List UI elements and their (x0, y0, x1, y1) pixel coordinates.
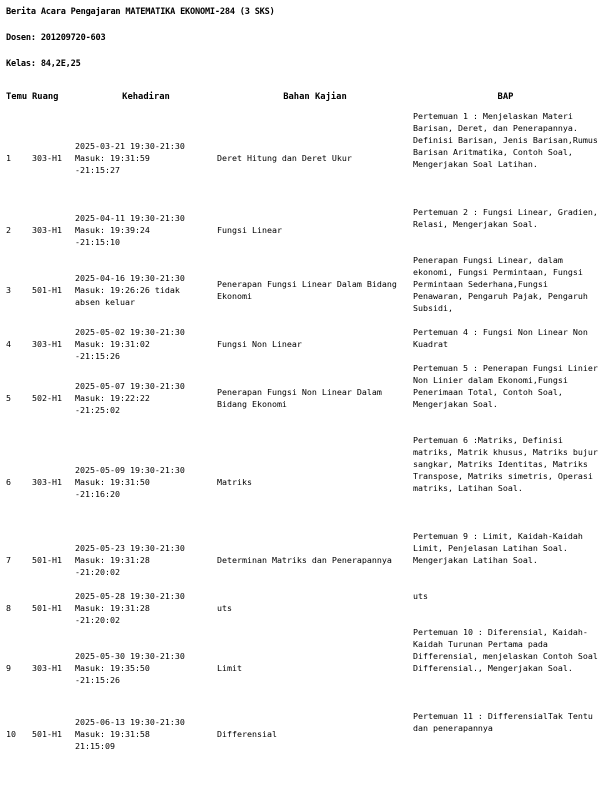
cell-temu: 2 (6, 225, 11, 235)
cell-ruang: 501-H1 (32, 555, 62, 565)
table-row (6, 110, 598, 206)
attendance-table (6, 92, 598, 758)
table-row (6, 206, 598, 254)
kehadiran-line: Masuk: 19:31:59 (75, 153, 150, 163)
cell-bahan-kajian: Fungsi Linear (217, 225, 282, 235)
kehadiran-line: -21:16:20 (75, 489, 120, 499)
kehadiran-line: 2025-05-30 19:30-21:30 (75, 651, 185, 661)
cell-temu: 4 (6, 339, 11, 349)
cell-temu: 8 (6, 603, 11, 613)
kehadiran-line: 2025-05-02 19:30-21:30 (75, 327, 185, 337)
cell-bap: Pertemuan 2 : Fungsi Linear, Gradien, Relasi, Mengerjakan Soal. (413, 207, 598, 229)
kehadiran-line: 21:15:09 (75, 741, 115, 751)
cell-ruang: 501-H1 (32, 729, 62, 739)
cell-bahan-kajian: Limit (217, 663, 242, 673)
kehadiran-line: 2025-04-16 19:30-21:30 (75, 273, 185, 283)
cell-bap: Pertemuan 1 : Menjelaskan Materi Barisan, Deret, dan Penerapannya. Definisi Barisan, Jenis Barisan,Rumus Barisan Aritmatika, Contoh Soal, Mengerjakan Soal Latihan. (413, 111, 598, 169)
kehadiran-line: 2025-03-21 19:30-21:30 (75, 141, 185, 151)
cell-kehadiran (75, 626, 217, 710)
kehadiran-line: 2025-05-23 19:30-21:30 (75, 543, 185, 553)
kehadiran-line: Masuk: 19:31:02 (75, 339, 150, 349)
cell-kehadiran (75, 110, 217, 206)
table-row (6, 530, 598, 590)
cell-temu: 7 (6, 555, 11, 565)
kehadiran-line: -21:15:26 (75, 351, 120, 361)
cell-kehadiran (75, 710, 217, 758)
cell-kehadiran (75, 362, 217, 434)
cell-ruang: 303-H1 (32, 477, 62, 487)
cell-temu: 1 (6, 153, 11, 163)
table-header-row (6, 92, 598, 110)
cell-ruang: 303-H1 (32, 663, 62, 673)
table-row (6, 254, 598, 326)
cell-bap: Pertemuan 10 : Diferensial, Kaidah-Kaidah Turunan Pertama pada Differensial, menjelaskan Contoh Soal Differensial., Mengerjakan Soal. (413, 627, 598, 673)
cell-bahan-kajian: Penerapan Fungsi Linear Dalam Bidang Ekonomi (217, 279, 397, 301)
col-header-bahan-kajian: Bahan Kajian (283, 92, 347, 102)
kehadiran-line: -21:25:02 (75, 405, 120, 415)
kehadiran-line: Masuk: 19:26:26 tidak (75, 285, 180, 295)
cell-ruang: 303-H1 (32, 153, 62, 163)
kehadiran-line: Masuk: 19:31:28 (75, 555, 150, 565)
cell-bahan-kajian: Deret Hitung dan Deret Ukur (217, 153, 352, 163)
table-row (6, 362, 598, 434)
cell-temu: 9 (6, 663, 11, 673)
kehadiran-line: -21:20:02 (75, 567, 120, 577)
cell-kehadiran (75, 590, 217, 626)
document-title: Berita Acara Pengajaran MATEMATIKA EKONOMI-284 (3 SKS) (6, 7, 275, 17)
cell-ruang: 303-H1 (32, 225, 62, 235)
document-header (6, 6, 604, 70)
cell-kehadiran (75, 326, 217, 362)
kehadiran-line: 2025-05-07 19:30-21:30 (75, 381, 185, 391)
cell-temu: 6 (6, 477, 11, 487)
kehadiran-line: 2025-06-13 19:30-21:30 (75, 717, 185, 727)
cell-kehadiran (75, 254, 217, 326)
table-row (6, 434, 598, 530)
kehadiran-line: absen keluar (75, 297, 135, 307)
cell-ruang: 502-H1 (32, 393, 62, 403)
kehadiran-line: Masuk: 19:22:22 (75, 393, 150, 403)
kelas-line: Kelas: 84,2E,25 (6, 59, 81, 69)
kehadiran-line: -21:20:02 (75, 615, 120, 625)
cell-ruang: 501-H1 (32, 603, 62, 613)
cell-temu: 10 (6, 729, 16, 739)
cell-bap: Pertemuan 5 : Penerapan Fungsi Linier Non Linier dalam Ekonomi,Fungsi Penerimaan Total, Contoh Soal, Mengerjakan Soal. (413, 363, 598, 409)
col-header-kehadiran: Kehadiran (122, 92, 170, 102)
kehadiran-line: 2025-05-09 19:30-21:30 (75, 465, 185, 475)
col-header-bap: BAP (497, 92, 514, 102)
table-body (6, 110, 598, 758)
cell-bahan-kajian: uts (217, 603, 232, 613)
kehadiran-line: -21:15:27 (75, 165, 120, 175)
kehadiran-line: -21:15:26 (75, 675, 120, 685)
cell-bap: Pertemuan 4 : Fungsi Non Linear Non Kuadrat (413, 327, 588, 349)
cell-bahan-kajian: Determinan Matriks dan Penerapannya (217, 555, 392, 565)
table-row (6, 326, 598, 362)
table-row (6, 590, 598, 626)
cell-ruang: 303-H1 (32, 339, 62, 349)
kehadiran-line: Masuk: 19:31:28 (75, 603, 150, 613)
cell-bahan-kajian: Fungsi Non Linear (217, 339, 302, 349)
dosen-line: Dosen: 201209720-603 (6, 33, 106, 43)
cell-bap: uts (413, 591, 428, 601)
kehadiran-line: Masuk: 19:39:24 (75, 225, 150, 235)
cell-bahan-kajian: Matriks (217, 477, 252, 487)
cell-temu: 5 (6, 393, 11, 403)
kehadiran-line: -21:15:10 (75, 237, 120, 247)
cell-bahan-kajian: Penerapan Fungsi Non Linear Dalam Bidang Ekonomi (217, 387, 382, 409)
cell-bap: Pertemuan 6 :Matriks, Definisi matriks, Matrik khusus, Matriks bujur sangkar, Matriks Identitas, Matriks Transpose, Matriks simetris, Operasi matriks, Latihan Soal. (413, 435, 598, 493)
kehadiran-line: Masuk: 19:31:58 (75, 729, 150, 739)
cell-bap: Pertemuan 11 : DifferensialTak Tentu dan penerapannya (413, 711, 593, 733)
cell-bap: Pertemuan 9 : Limit, Kaidah-Kaidah Limit, Penjelasan Latihan Soal. Mengerjakan Latihan Soal. (413, 531, 583, 565)
table-row (6, 710, 598, 758)
kehadiran-line: Masuk: 19:31:50 (75, 477, 150, 487)
cell-temu: 3 (6, 285, 11, 295)
cell-kehadiran (75, 434, 217, 530)
cell-kehadiran (75, 206, 217, 254)
kehadiran-line: 2025-05-28 19:30-21:30 (75, 591, 185, 601)
document-page (6, 6, 604, 751)
kehadiran-line: Masuk: 19:35:50 (75, 663, 150, 673)
col-header-ruang: Ruang (32, 92, 59, 102)
cell-ruang: 501-H1 (32, 285, 62, 295)
kehadiran-line: 2025-04-11 19:30-21:30 (75, 213, 185, 223)
cell-kehadiran (75, 530, 217, 590)
table-row (6, 626, 598, 710)
cell-bahan-kajian: Differensial (217, 729, 277, 739)
col-header-temu: Temu (6, 92, 28, 102)
cell-bap: Penerapan Fungsi Linear, dalam ekonomi, Fungsi Permintaan, Fungsi Permintaan Sederhana,Fungsi Penawaran, Pengaruh Pajak, Pengaruh Subsidi, (413, 255, 588, 313)
